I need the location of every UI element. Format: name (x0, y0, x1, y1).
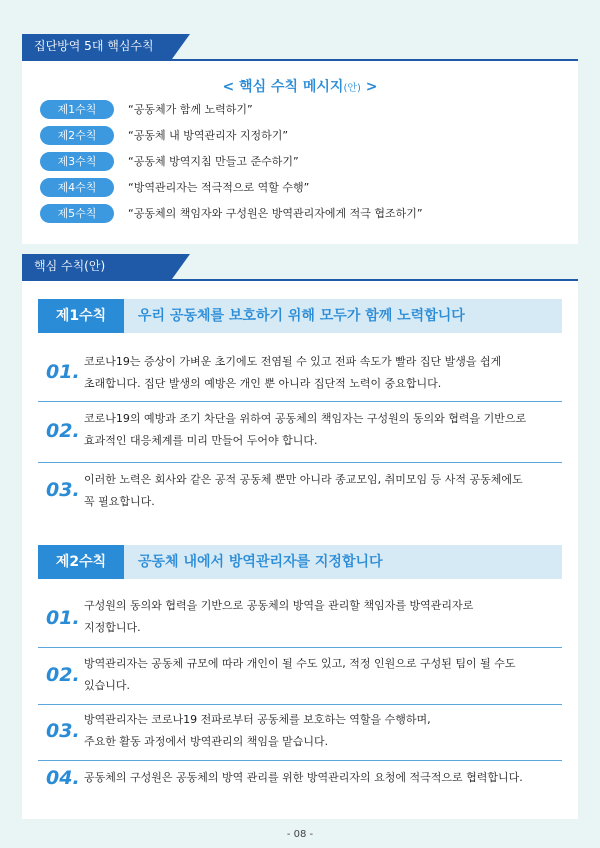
rule2-label: 제2수칙 (38, 545, 124, 579)
rule-pill: 제5수칙 (40, 204, 114, 223)
rules-panel (22, 281, 578, 819)
message-rule-row (40, 99, 253, 119)
section-tab-core-rules (22, 34, 172, 59)
rule1-item-1 (38, 349, 562, 399)
rule-slogan: “공동체가 함께 노력하기” (128, 103, 253, 116)
item-number: 02. (46, 420, 80, 442)
rule-pill: 제2수칙 (40, 126, 114, 145)
rule1-item-3 (38, 467, 562, 517)
item-number: 02. (46, 664, 80, 686)
rule1-item-2 (38, 406, 562, 456)
item-text: 구성원의 동의와 협력을 기반으로 공동체의 방역을 관리할 책임자를 방역관리자로 지정합니다. (84, 599, 474, 634)
rule1-label: 제1수칙 (38, 299, 124, 333)
message-rule-row (40, 151, 299, 171)
item-number: 03. (46, 720, 80, 742)
rule2-title: 공동체 내에서 방역관리자를 지정합니다 (138, 554, 383, 570)
item-text: 이러한 노력은 회사와 같은 공적 공동체 뿐만 아니라 종교모임, 취미모임 등 사적 공동체에도 꼭 필요합니다. (84, 473, 523, 508)
item-text: 방역관리자는 코로나19 전파로부터 공동체를 보호하는 역할을 수행하며, 주요한 활동 과정에서 방역관리의 책임을 맡습니다. (84, 713, 431, 748)
item-number: 04. (46, 767, 80, 789)
item-number: 01. (46, 607, 80, 629)
rule1-header (38, 299, 562, 333)
item-divider (38, 760, 562, 761)
section-tab-label: 집단방역 5대 핵심수칙 (34, 39, 154, 53)
rule-pill: 제1수칙 (40, 100, 114, 119)
item-text: 코로나19의 예방과 조기 차단을 위하여 공동체의 책임자는 구성원의 동의와 협력을 기반으로 효과적인 대응체계를 미리 만들어 두어야 합니다. (84, 412, 527, 447)
rule2-item-2 (38, 652, 562, 702)
section-tab-core-rules-draft (22, 254, 172, 279)
rule2-item-1 (38, 593, 562, 643)
rule-slogan: “방역관리자는 적극적으로 역할 수행” (128, 181, 310, 194)
section-tab-label: 핵심 수칙(안) (34, 259, 106, 273)
page-number: - 08 - (286, 829, 314, 840)
item-divider (38, 462, 562, 463)
item-text: 방역관리자는 공동체 규모에 따라 개인이 될 수도 있고, 적정 인원으로 구성된 팀이 될 수도 있습니다. (84, 657, 516, 692)
item-number: 01. (46, 361, 80, 383)
rule-slogan: “공동체의 책임자와 구성원은 방역관리자에게 적극 협조하기” (128, 207, 423, 220)
message-title: < 핵심 수칙 메시지(안) > (222, 79, 378, 95)
message-rule-row (40, 125, 288, 145)
rule2-item-4 (38, 765, 562, 805)
message-rule-row (40, 203, 423, 223)
rule2-item-3 (38, 708, 562, 758)
item-divider (38, 401, 562, 402)
item-divider (38, 704, 562, 705)
message-rule-row (40, 177, 309, 197)
rule-pill: 제4수칙 (40, 178, 114, 197)
rule-slogan: “공동체 방역지침 만들고 준수하기” (128, 155, 299, 168)
message-panel (22, 61, 578, 244)
rule-slogan: “공동체 내 방역관리자 지정하기” (128, 129, 289, 142)
item-divider (38, 647, 562, 648)
item-text: 공동체의 구성원은 공동체의 방역 관리를 위한 방역관리자의 요청에 적극적으로 협력합니다. (84, 771, 523, 784)
rule2-header (38, 545, 562, 579)
rule1-title: 우리 공동체를 보호하기 위해 모두가 함께 노력합니다 (138, 308, 465, 324)
rule-pill: 제3수칙 (40, 152, 114, 171)
item-number: 03. (46, 479, 80, 501)
item-text: 코로나19는 증상이 가벼운 초기에도 전염될 수 있고 전파 속도가 빨라 집단 발생을 쉽게 초래합니다. 집단 발생의 예방은 개인 뿐 아니라 집단적 노력이 중요합니다. (84, 355, 502, 390)
